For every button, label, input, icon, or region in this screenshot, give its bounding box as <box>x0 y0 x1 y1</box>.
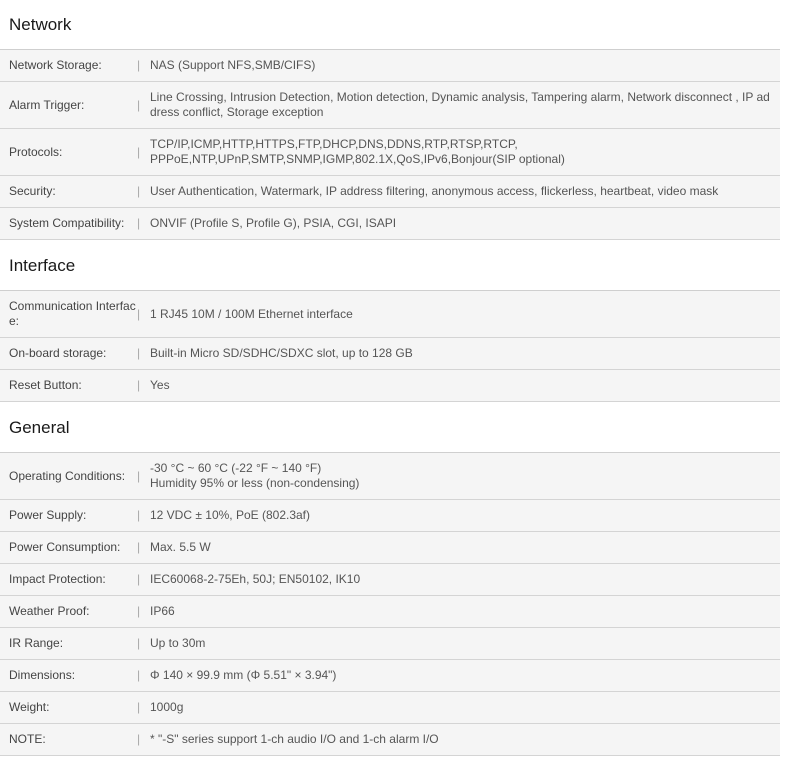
spec-row-operating-conditions <box>0 453 780 500</box>
spec-label: System Compatibility: <box>9 216 125 230</box>
separator: | <box>137 508 141 522</box>
section-general <box>0 403 780 756</box>
spec-label: Communication Interface: <box>9 299 136 328</box>
separator: | <box>137 346 141 360</box>
spec-label: NOTE: <box>9 732 46 746</box>
spec-row-note <box>0 724 780 756</box>
spec-value: * "-S" series support 1-ch audio I/O and 1-ch alarm I/O <box>150 732 439 746</box>
separator: | <box>137 144 141 159</box>
spec-label: Security: <box>9 184 56 198</box>
separator: | <box>137 604 141 618</box>
separator: | <box>137 378 141 392</box>
separator: | <box>137 636 141 650</box>
separator: | <box>137 216 141 230</box>
spec-row-weather-proof <box>0 596 780 628</box>
spec-label: Network Storage: <box>9 58 102 72</box>
separator: | <box>137 540 141 554</box>
spec-label: IR Range: <box>9 636 64 650</box>
spec-row-ir-range <box>0 628 780 660</box>
spec-label: Operating Conditions: <box>9 468 126 483</box>
spec-row-system-compatibility <box>0 208 780 240</box>
spec-value: Yes <box>150 378 170 392</box>
section-title: Interface <box>0 241 780 291</box>
separator: | <box>137 700 141 714</box>
spec-value: Max. 5.5 W <box>150 540 211 554</box>
separator: | <box>137 97 141 112</box>
spec-label: Weather Proof: <box>9 604 90 618</box>
spec-label: Weight: <box>9 700 50 714</box>
separator: | <box>137 572 141 586</box>
spec-value: Line Crossing, Intrusion Detection, Motion detection, Dynamic analysis, Tampering alarm, Network disconnect , IP address conflict, Storage exception <box>150 90 770 119</box>
separator: | <box>137 732 141 746</box>
separator: | <box>137 468 141 483</box>
spec-row-power-supply <box>0 500 780 532</box>
separator: | <box>137 306 141 321</box>
spec-row-security <box>0 176 780 208</box>
section-network <box>0 0 780 240</box>
spec-label: Power Supply: <box>9 508 87 522</box>
section-title: Network <box>0 0 780 50</box>
spec-value: Built-in Micro SD/SDHC/SDXC slot, up to 128 GB <box>150 346 413 360</box>
spec-value: 1000g <box>150 700 184 714</box>
spec-row-power-consumption <box>0 532 780 564</box>
spec-row-communication-interface <box>0 291 780 338</box>
spec-value: IP66 <box>150 604 175 618</box>
separator: | <box>137 184 141 198</box>
spec-value: IEC60068-2-75Eh, 50J; EN50102, IK10 <box>150 572 361 586</box>
spec-label: Power Consumption: <box>9 540 121 554</box>
spec-value: Φ 140 × 99.9 mm (Φ 5.51" × 3.94") <box>150 668 337 682</box>
spec-label: On-board storage: <box>9 346 107 360</box>
spec-row-impact-protection <box>0 564 780 596</box>
spec-value: TCP/IP,ICMP,HTTP,HTTPS,FTP,DHCP,DNS,DDNS,RTP,RTSP,RTCP, PPPoE,NTP,UPnP,SMTP,SNMP,IGMP,802.1X,QoS,IPv6,Bonjour(SIP optional) <box>150 137 565 166</box>
section-title: General <box>0 403 780 453</box>
spec-row-weight <box>0 692 780 724</box>
section-interface <box>0 241 780 402</box>
spec-row-onboard-storage <box>0 338 780 370</box>
spec-value: 12 VDC ± 10%, PoE (802.3af) <box>150 508 311 522</box>
spec-value: NAS (Support NFS,SMB/CIFS) <box>150 58 316 72</box>
spec-row-protocols <box>0 129 780 176</box>
spec-label: Protocols: <box>9 144 63 159</box>
spec-value: User Authentication, Watermark, IP address filtering, anonymous access, flickerless, heartbeat, video mask <box>150 184 719 198</box>
spec-label: Reset Button: <box>9 378 82 392</box>
spec-label: Alarm Trigger: <box>9 97 85 112</box>
spec-row-network-storage <box>0 50 780 82</box>
spec-row-reset-button <box>0 370 780 402</box>
spec-value: ONVIF (Profile S, Profile G), PSIA, CGI, ISAPI <box>150 216 397 230</box>
spec-label: Dimensions: <box>9 668 76 682</box>
spec-value: -30 °C ~ 60 °C (-22 °F ~ 140 °F) Humidity 95% or less (non-condensing) <box>150 461 360 490</box>
spec-row-alarm-trigger <box>0 82 780 129</box>
separator: | <box>137 668 141 682</box>
spec-label: Impact Protection: <box>9 572 106 586</box>
spec-value: Up to 30m <box>150 636 206 650</box>
spec-value: 1 RJ45 10M / 100M Ethernet interface <box>150 306 353 321</box>
separator: | <box>137 58 141 72</box>
spec-row-dimensions <box>0 660 780 692</box>
